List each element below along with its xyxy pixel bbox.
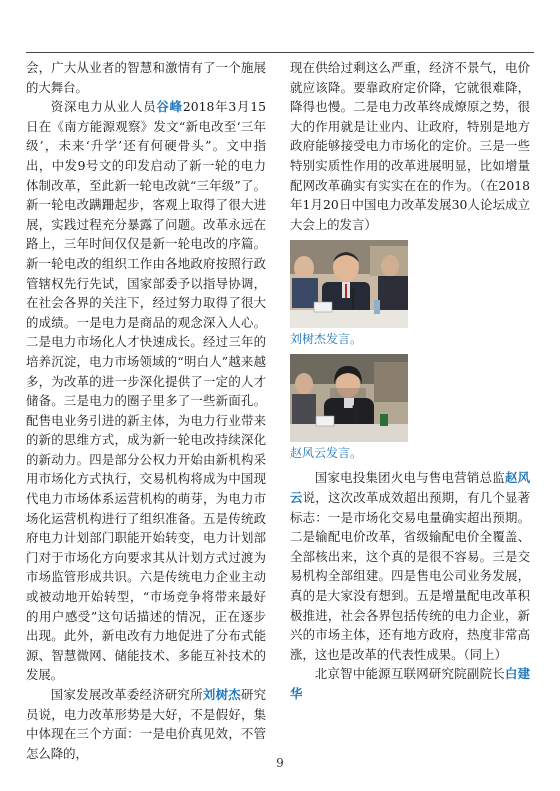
paragraph-bai-jianhua: 北京智中能源互联网研究院副院长白建华 (290, 666, 531, 701)
speaker-photo-2 (290, 354, 408, 442)
person-name-bai-jianhua: 白建华 (290, 666, 531, 701)
photo-zhao-fengyun (290, 354, 408, 442)
person-name-gu-feng: 谷峰 (156, 99, 183, 115)
left-column (26, 58, 266, 763)
photo-liu-shujie (290, 240, 408, 328)
photo-caption-1: 刘树杰发言。 (290, 332, 363, 347)
right-column (290, 58, 530, 703)
page-number: 9 (276, 756, 284, 770)
paragraph-zhao-fengyun: 国家电投集团火电与售电营销总监赵风云说，这次改革成效超出预期，有几个显著标志：一是市场化交易电量确实超出预期。二是输配电价改革，省级输配电价全覆盖、全部核出来，这个真的是很不容易。三是交易机构全部组建。四是售电公司业务发展，真的是大家没有想到。五是增量配电改革积极推进，社会各界包括传统的电力企业，新兴的市场主体，还有地方政府，热度非常高涨，这也是改革的代表性成果。（同上） (290, 470, 531, 662)
paragraph-liu-continued: 现在供给过剩这么严重，经济不景气，电价就应该降。要靠政府定价降，它就很难降，降得也慢。二是电力改革终成燎原之势，很大的作用就是让业内、让政府，特别是地方政府能够接受电力市场化的定价。三是一些特别实质性作用的改革进展明显，比如增量配网改革确实有实实在在的作为。（在2018年1月20日中国电力改革发展30人论坛成立大会上的发言） (290, 60, 530, 232)
header-rule (26, 52, 534, 53)
paragraph-liu-shujie: 国家发展改革委经济研究所刘树杰研究员说，电力改革形势是大好，不是假好，集中体现在三个方面：一是电价真见效，不管怎么降的， (26, 687, 267, 761)
person-name-liu-shujie: 刘树杰 (202, 687, 241, 702)
photo-caption-2: 赵风云发言。 (290, 446, 363, 461)
paragraph-gu-feng: 资深电力从业人员谷峰2018年3月15日在《南方能源观察》发文“新电改至‘三年级’，未来‘升学’还有何硬骨头”。文中指出，中发9号文的印发启动了新一轮的电力体制改革，至此新一轮电改就“三年级”了。新一轮电改蹒跚起步，客观上取得了很大进展，实践过程充分暴露了问题。改革永远在路上，三年时间仅仅是新一轮电改的序篇。新一轮电改的组织工作由各地政府按照行政管辖权先行先试，国家部委予以指导协调，在社会各界的关注下，经过努力取得了很大的成绩。一是电力是商品的观念深入人心。二是电力市场化人才快速成长。经过三年的培养沉淀，电力市场领域的“明白人”越来越多，为改革的进一步深化提供了一定的人才储备。三是电力的圈子里多了一些新面孔。配售电业务引进的新主体，为电力行业带来的新的思维方式，成为新一轮电改持续深化的新动力。四是部分公权力开始由新机构采用市场化方式执行，交易机构将成为中国现代电力市场体系运营机构的萌芽，为电力市场化运营机构进行了组织准备。五是传统政府电力计划部门职能开始转变，电力计划部门对于市场化方向要求其从计划方式过渡为市场监管形成共识。六是传统电力企业主动或被动地开始转型，“市场竞争将带来最好的用户感受”这句话描述的情况，正在逐步出现。此外，新电改有力地促进了分布式能源、智慧微网、储能技术、多能互补技术的发展。 (26, 99, 267, 683)
speaker-photo-1 (290, 240, 408, 328)
paragraph-continued: 会，广大从业者的智慧和激情有了一个施展的大舞台。 (26, 60, 266, 95)
person-name-zhao-fengyun: 赵风云 (290, 470, 531, 505)
